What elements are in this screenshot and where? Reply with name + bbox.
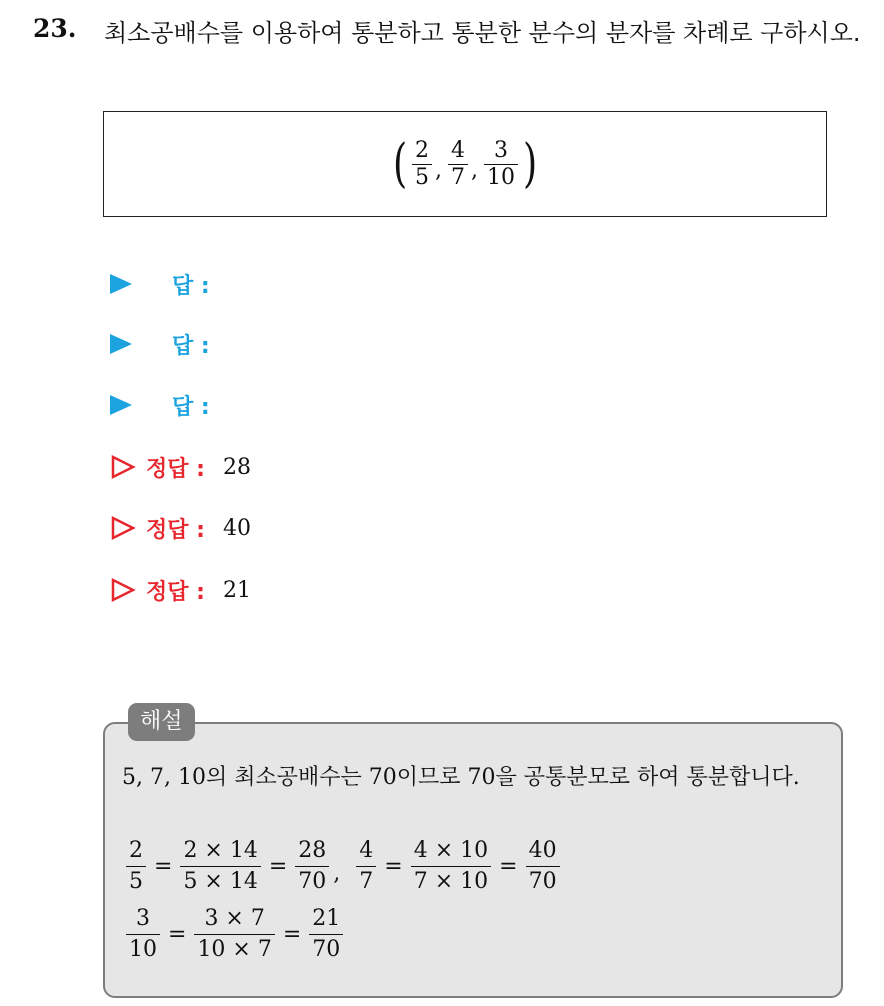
fraction xyxy=(484,138,518,191)
question-text: 최소공배수를 이용하여 통분하고 통분한 분수의 분자를 차례로 구하시오. xyxy=(104,19,861,47)
numerator: 4 xyxy=(359,838,374,863)
fraction xyxy=(356,836,376,897)
answer-slot[interactable] xyxy=(110,327,210,361)
answer-label: 답 : xyxy=(172,273,210,299)
equals-sign: = xyxy=(499,854,518,879)
numerator: 40 xyxy=(528,838,557,863)
outline-triangle-icon xyxy=(110,515,136,541)
numerator: 28 xyxy=(298,838,327,863)
numerator: 4 × 10 xyxy=(413,838,489,863)
fraction xyxy=(309,904,343,965)
fraction xyxy=(180,836,260,897)
denominator: 7 xyxy=(448,164,468,191)
correct-answer-row xyxy=(110,573,251,607)
fraction xyxy=(295,836,329,897)
correct-answer-label: 정답 : xyxy=(146,579,205,605)
triangle-marker-icon xyxy=(110,395,132,415)
denominator: 10 xyxy=(126,934,160,965)
explanation-equation-2 xyxy=(124,904,345,965)
numerator: 2 × 14 xyxy=(183,838,258,863)
numerator: 3 xyxy=(136,906,150,931)
fraction xyxy=(126,836,146,897)
fraction xyxy=(411,836,491,897)
fraction xyxy=(194,904,274,965)
fraction xyxy=(126,904,160,965)
correct-answer-label: 정답 : xyxy=(146,517,205,543)
equals-sign: = xyxy=(384,854,403,879)
numerator: 4 xyxy=(451,137,465,163)
denominator: 5 xyxy=(412,164,432,191)
question-number: 23. xyxy=(33,14,77,43)
denominator: 5 × 14 xyxy=(180,866,260,897)
outline-triangle-icon xyxy=(110,454,136,480)
denominator: 70 xyxy=(526,866,560,897)
numerator: 21 xyxy=(312,906,341,931)
denominator: 7 × 10 xyxy=(411,866,491,897)
separator: , xyxy=(333,861,341,886)
numerator: 3 xyxy=(494,137,508,163)
explanation-tag: 해설 xyxy=(128,703,195,741)
equals-sign: = xyxy=(282,922,302,947)
denominator: 7 xyxy=(356,866,376,897)
fraction xyxy=(412,138,432,191)
denominator: 5 xyxy=(126,866,146,897)
denominator: 10 xyxy=(484,164,518,191)
outline-triangle-icon xyxy=(110,577,136,603)
fraction xyxy=(526,836,560,897)
denominator: 70 xyxy=(309,934,343,965)
numerator: 2 xyxy=(129,838,143,863)
answer-slot[interactable] xyxy=(110,388,210,422)
explanation-text: 5, 7, 10의 최소공배수는 70이므로 70을 공통분모로 하여 통분합니다. xyxy=(122,765,800,790)
denominator: 10 × 7 xyxy=(194,934,274,965)
triangle-marker-icon xyxy=(110,334,132,354)
separator: , xyxy=(435,157,442,183)
correct-answer-value: 21 xyxy=(222,577,251,603)
correct-answer-label: 정답 : xyxy=(146,456,205,482)
correct-answer-value: 28 xyxy=(222,454,251,480)
correct-answer-row xyxy=(110,450,251,484)
answer-slot[interactable] xyxy=(110,267,210,301)
triangle-marker-icon xyxy=(110,274,132,294)
fraction-list xyxy=(390,134,541,194)
correct-answer-row xyxy=(110,511,251,545)
numerator: 2 xyxy=(415,137,429,163)
given-fractions-box xyxy=(103,111,827,217)
equals-sign: = xyxy=(268,854,288,879)
equals-sign: = xyxy=(154,854,173,879)
numerator: 3 × 7 xyxy=(204,906,265,931)
denominator: 70 xyxy=(295,866,329,897)
separator: , xyxy=(471,157,478,183)
right-paren: ) xyxy=(523,134,538,194)
left-paren: ( xyxy=(392,134,407,194)
fraction xyxy=(448,138,468,191)
answer-label: 답 : xyxy=(172,333,210,359)
explanation-equation-1 xyxy=(124,836,562,897)
correct-answer-value: 40 xyxy=(222,515,251,541)
answer-label: 답 : xyxy=(172,394,210,420)
equals-sign: = xyxy=(168,922,187,947)
